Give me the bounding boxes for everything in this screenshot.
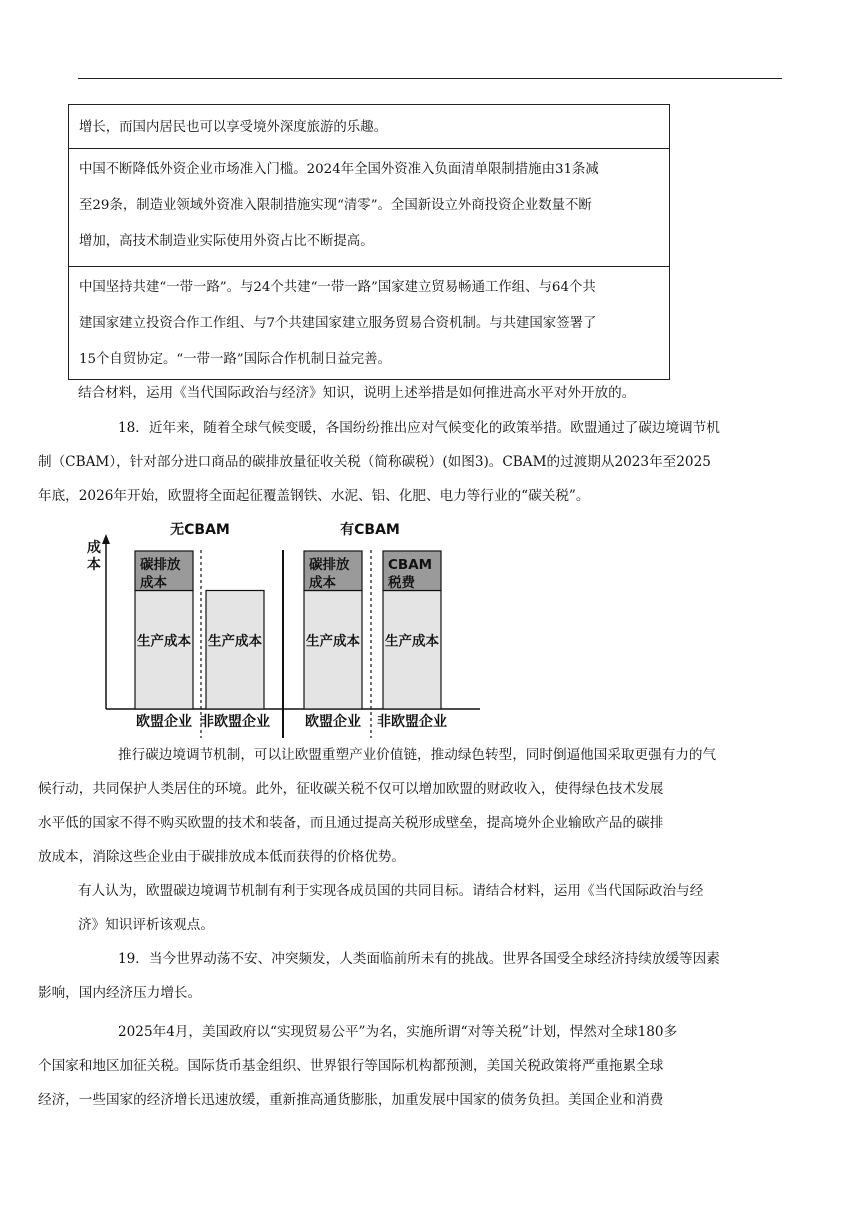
q19-paragraph-2 bbox=[38, 1015, 784, 1117]
bar-segment-label: 生产成本 bbox=[137, 633, 191, 650]
bar-segment bbox=[304, 591, 362, 710]
y-axis-label-char: 本 bbox=[87, 557, 101, 573]
y-axis-arrow-icon bbox=[102, 534, 110, 544]
category-label: 欧盟企业 bbox=[136, 714, 192, 730]
bar-segment-label: 成本 bbox=[309, 575, 336, 591]
q18-intro bbox=[38, 411, 784, 513]
q18-intro-line: 18．近年来，随着全球气候变暖，各国纷纷推出应对气候变化的政策举措。欧盟通过了碳边境调节机 bbox=[118, 420, 720, 436]
bar-segment-label: 碳排放 bbox=[309, 557, 350, 573]
q19-para2-line: 个国家和地区加征关税。国际货币基金组织、世界银行等国际机构都预测，美国关税政策将严重拖累全球 bbox=[38, 1058, 664, 1074]
bar-segment bbox=[206, 591, 264, 710]
material-row-2-line: 中国不断降低外资企业市场准入门槛。2024年全国外资准入负面清单限制措施由31条减 bbox=[79, 162, 599, 177]
q19-para2-line: 2025年4月，美国政府以“实现贸易公平”为名，实施所谓“对等关税”计划，悍然对全球180多 bbox=[118, 1024, 678, 1040]
q18-paragraph-2 bbox=[38, 738, 784, 874]
material-row-2 bbox=[69, 148, 669, 266]
material-row-3-line: 中国坚持共建“一带一路”。与24个共建“一带一路”国家建立贸易畅通工作组、与64个共 bbox=[79, 280, 596, 295]
material-row-3-line: 建国家建立投资合作工作组、与7个共建国家建立服务贸易合资机制。与共建国家签署了 bbox=[79, 316, 597, 331]
bar-segment-label: 碳排放 bbox=[140, 557, 181, 573]
material-row-2-line: 增加，高技术制造业实际使用外资占比不断提高。 bbox=[79, 234, 374, 249]
bar-segment-label: CBAM bbox=[388, 557, 433, 573]
bar-segment-label: 成本 bbox=[140, 575, 167, 591]
bar-segment bbox=[383, 591, 441, 710]
material-row-3-line: 15个自贸协定。“一带一路”国际合作机制日益完善。 bbox=[79, 352, 391, 367]
panel-title: 有CBAM bbox=[340, 522, 400, 538]
q18-intro-line: 年底，2026年开始，欧盟将全面起征覆盖钢铁、水泥、铝、化肥、电力等行业的“碳关税”。 bbox=[38, 488, 590, 504]
q19-intro-line: 19．当今世界动荡不安、冲突频发，人类面临前所未有的挑战。世界各国受全球经济持续放缓等因素 bbox=[118, 951, 720, 967]
bar-segment-label: 税费 bbox=[388, 575, 415, 591]
material-table bbox=[68, 104, 670, 380]
bar-segment bbox=[135, 591, 193, 710]
material-row-2-line: 至29条，制造业领域外资准入限制措施实现“清零”。全国新设立外商投资企业数量不断 bbox=[79, 198, 592, 213]
bar-segment-label: 生产成本 bbox=[208, 633, 262, 650]
q18-intro-line: 制（CBAM），针对部分进口商品的碳排放量征收关税（简称碳税）(如图3)。CBAM的过渡期从2023年至2025 bbox=[38, 454, 711, 470]
header-rule bbox=[78, 78, 782, 79]
q19-intro-line: 影响，国内经济压力增长。 bbox=[38, 985, 202, 1001]
bar-segment-label: 生产成本 bbox=[306, 633, 360, 650]
q18-para2-line: 候行动，共同保护人类居住的环境。此外，征收碳关税不仅可以增加欧盟的财政收入，使得绿色技术发展 bbox=[38, 781, 664, 797]
q18-question-line: 济》知识评析该观点。 bbox=[78, 917, 214, 933]
category-label: 欧盟企业 bbox=[305, 714, 361, 730]
cbam-cost-chart bbox=[80, 516, 500, 738]
q18-para2-line: 水平低的国家不得不购买欧盟的技术和装备，而且通过提高关税形成壁垒，提高境外企业输欧产品的碳排 bbox=[38, 815, 664, 831]
q17-prompt: 结合材料，运用《当代国际政治与经济》知识，说明上述举措是如何推进高水平对外开放的。 bbox=[78, 385, 636, 401]
panel-title: 无CBAM bbox=[170, 522, 230, 538]
y-axis-label-char: 成 bbox=[87, 540, 101, 556]
bar-segment-label: 生产成本 bbox=[385, 633, 439, 650]
q18-para2-line: 推行碳边境调节机制，可以让欧盟重塑产业价值链，推动绿色转型，同时倒逼他国采取更强有力的气 bbox=[118, 747, 717, 763]
cbam-chart-svg bbox=[80, 516, 500, 738]
q19-intro bbox=[38, 942, 784, 1010]
q18-question bbox=[78, 874, 784, 942]
material-row-3 bbox=[69, 266, 669, 379]
material-row-1: 增长，而国内居民也可以享受境外深度旅游的乐趣。 bbox=[79, 120, 387, 135]
q18-para2-line: 放成本，消除这些企业由于碳排放成本低而获得的价格优势。 bbox=[38, 849, 406, 865]
category-label: 非欧盟企业 bbox=[377, 714, 447, 730]
q18-question-line: 有人认为，欧盟碳边境调节机制有利于实现各成员国的共同目标。请结合材料，运用《当代国际政治与经 bbox=[78, 883, 704, 899]
q19-para2-line: 经济，一些国家的经济增长迅速放缓，重新推高通货膨胀，加重发展中国家的债务负担。美国企业和消费 bbox=[38, 1092, 664, 1108]
category-label: 非欧盟企业 bbox=[200, 714, 270, 730]
